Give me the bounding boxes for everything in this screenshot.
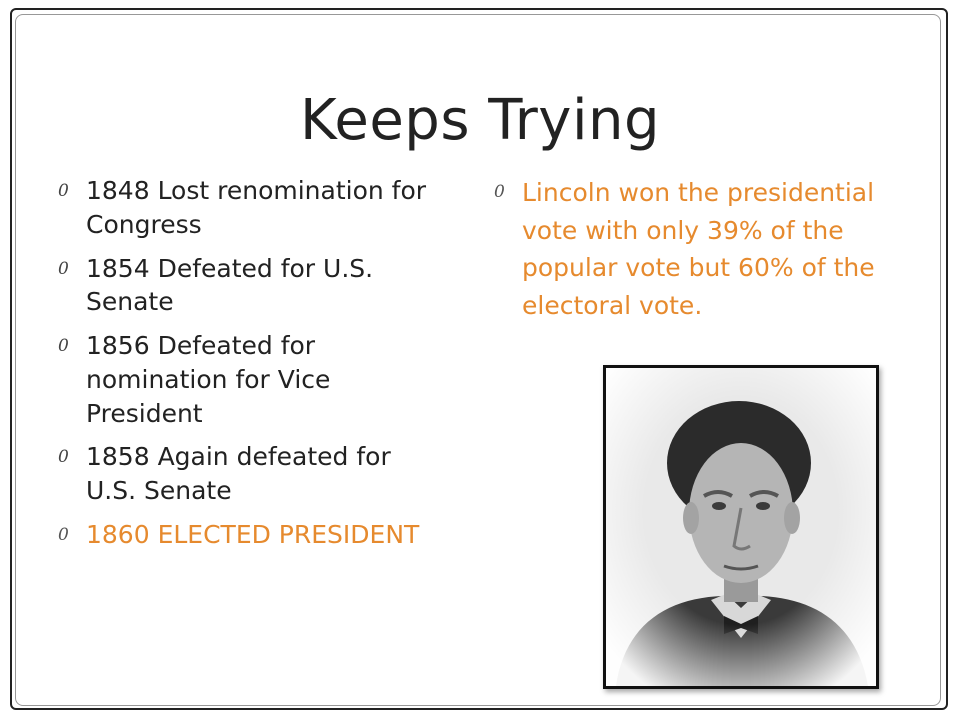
bullet-text: 1854 Defeated for U.S. Senate — [86, 253, 374, 317]
bullet-1848 — [58, 174, 428, 242]
bullet-electoral-note — [494, 174, 894, 324]
bullet-marker: 0 — [58, 258, 69, 279]
bullet-1858 — [58, 440, 428, 508]
left-bullet-list — [58, 174, 428, 562]
slide-title: Keeps Trying — [299, 88, 661, 153]
bullet-text: 1860 ELECTED PRESIDENT — [86, 519, 420, 549]
bullet-marker: 0 — [58, 181, 69, 201]
bullet-text: 1858 Again defeated for U.S. Senate — [86, 442, 391, 505]
right-bullet-list — [494, 174, 894, 334]
bullet-1856 — [58, 329, 428, 430]
bullet-text: 1856 Defeated for nomination for Vice President — [86, 331, 331, 428]
bullet-text: Lincoln won the presidential vote with only 39% of the popular vote but 60% of the electoral vote. — [522, 178, 875, 320]
bullet-marker: 0 — [58, 447, 69, 468]
bullet-marker: 0 — [58, 524, 69, 545]
bullet-marker: 0 — [494, 182, 505, 202]
bullet-1854 — [58, 252, 428, 320]
portrait-lincoln-icon — [603, 365, 879, 689]
bullet-text: 1848 Lost renomination for Congress — [86, 176, 427, 239]
bullet-1860 — [58, 518, 428, 552]
bullet-marker: 0 — [58, 336, 69, 356]
